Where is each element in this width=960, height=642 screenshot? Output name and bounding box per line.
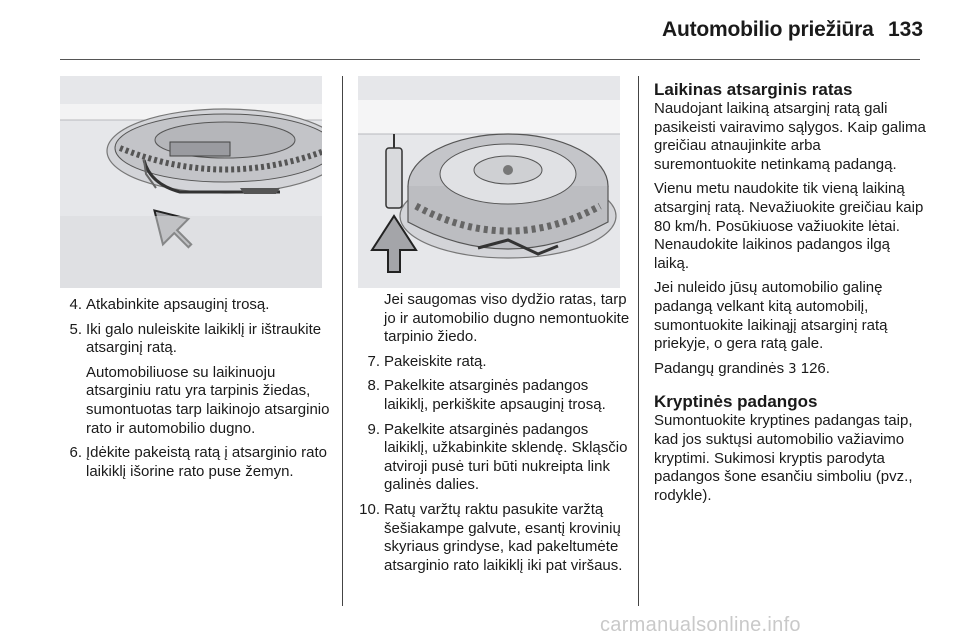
step-text: Pakeiskite ratą.	[384, 352, 487, 370]
column-1-text	[60, 296, 330, 487]
step-text: Pakelkite atsarginės padangos laikiklį, perkiškite apsauginį trosą.	[384, 377, 606, 413]
spare-wheel-illustration-1	[60, 76, 322, 288]
step-item	[358, 501, 630, 575]
step-number: 4.	[69, 296, 82, 313]
step-number: 6.	[69, 444, 82, 462]
paragraph: Jei nuleido jūsų automobilio galinę padangą velkant kitą automobilį, sumontuokite laikinąjį atsarginį ratą priekyje, o gera ratą gale.	[654, 279, 888, 353]
paragraph: Sumontuokite kryptines padangas taip, kad jos suktųsi automobilio važiavimo kryptimi. Sukimosi kryptis parodyta padangos šone esančiu simboliu (pvz., rodykle).	[654, 412, 913, 504]
step-number: 8.	[367, 377, 380, 395]
section-heading: Kryptinės padangos	[654, 392, 818, 412]
column-2-text	[358, 291, 630, 581]
step-number: 9.	[367, 420, 380, 438]
section-directional-tyres	[654, 392, 926, 505]
reference-page: 126.	[800, 359, 830, 377]
page-header-title: Automobilio priežiūra	[662, 18, 874, 41]
step-number: 7.	[367, 352, 380, 370]
step-number: 10.	[359, 500, 380, 518]
step-text: Atkabinkite apsauginį trosą.	[86, 296, 270, 313]
step-text: Įdėkite pakeistą ratą į atsarginio rato laikiklį išorine rato puse žemyn.	[86, 444, 327, 480]
step-item	[358, 377, 630, 414]
step-item	[60, 296, 330, 315]
column-3-text	[654, 80, 926, 518]
page-number: 133	[888, 18, 924, 41]
column-divider-1	[342, 76, 343, 606]
paragraph: Vienu metu naudokite tik vieną laikiną atsarginį ratą. Nevažiuokite greičiau kaip 80 km/h. Posūkiuose važiuokite lėtai. Nenaudokite laikinos padangos ilgą laiką.	[654, 180, 924, 272]
step-item	[358, 421, 630, 495]
watermark: carmanualsonline.info	[600, 614, 801, 636]
step-text: Ratų varžtų raktu pasukite varžtą šešiakampe galvute, esantį krovinių skyriaus grindyse, kad pakeltumėte atsarginio rato laikiklį iki pat viršaus.	[384, 500, 623, 574]
paragraph: Naudojant laikiną atsarginį ratą gali pasikeisti vairavimo sąlygos. Kaip galima greičiau atnaujinkite arba suremontuokite netinkamą padangą.	[654, 100, 926, 173]
reference-arrow: 3	[788, 361, 797, 377]
step-note: Jei saugomas viso dydžio ratas, tarp jo ir automobilio dugno nemontuokite tarpinio žiedo.	[384, 291, 630, 346]
step-text: Iki galo nuleiskite laikiklį ir ištraukite atsarginį ratą.	[86, 320, 322, 357]
step-item	[358, 353, 630, 372]
spare-wheel-drawing-1	[60, 76, 322, 288]
step-item	[60, 321, 330, 358]
reference-text: Padangų grandinės	[654, 359, 785, 377]
spare-wheel-drawing-2	[358, 76, 620, 288]
step-number: 5.	[69, 320, 82, 338]
column-divider-2	[638, 76, 639, 606]
section-temporary-spare	[654, 80, 926, 379]
step-item	[60, 444, 330, 481]
section-heading: Laikinas atsarginis ratas	[654, 80, 853, 99]
spare-wheel-illustration-2	[358, 76, 620, 288]
header-rule	[60, 59, 920, 60]
cross-reference	[654, 360, 926, 380]
step-note: Automobiliuose su laikinuoju atsarginiu ratu yra tarpinis žiedas, sumontuotas tarp laikinojo atsarginio rato ir automobilio dugno.	[86, 363, 330, 437]
step-text: Pakelkite atsarginės padangos laikiklį, užkabinkite sklendę. Skląsčio atviroji pusė turi būti nukreipta link galinės dalies.	[384, 420, 628, 494]
